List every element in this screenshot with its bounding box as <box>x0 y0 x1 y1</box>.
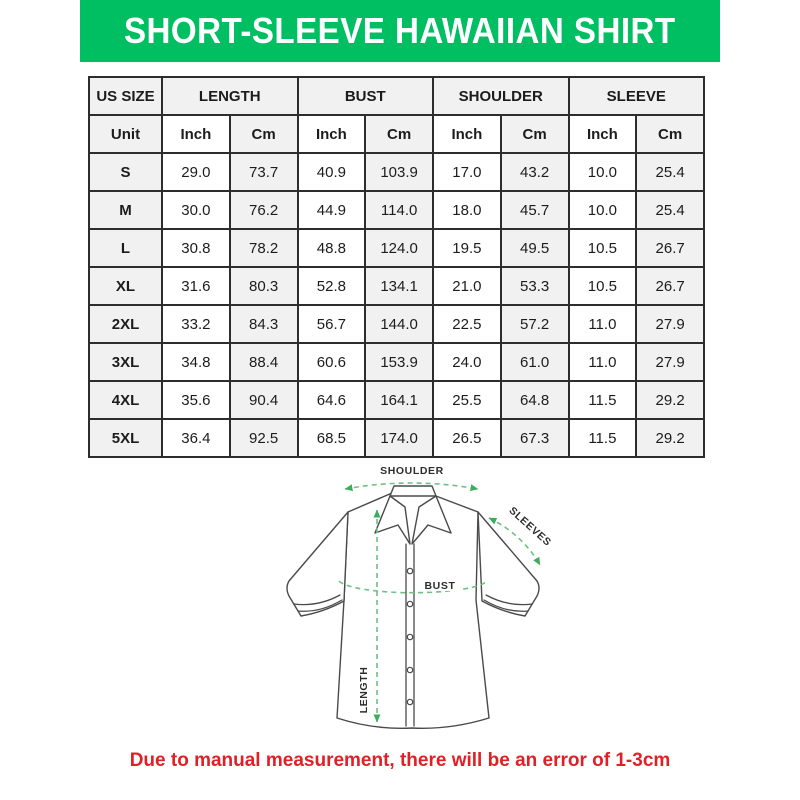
size-table-wrap <box>88 76 705 458</box>
cell: 19.5 <box>433 229 501 267</box>
cell: 17.0 <box>433 153 501 191</box>
shirt-left-sleeve <box>287 512 348 616</box>
cell: 35.6 <box>162 381 230 419</box>
cell: 57.2 <box>501 305 569 343</box>
cell: 25.4 <box>636 191 704 229</box>
cell: 40.9 <box>298 153 366 191</box>
cell: 56.7 <box>298 305 366 343</box>
cell: 61.0 <box>501 343 569 381</box>
cell: 88.4 <box>230 343 298 381</box>
cell: 164.1 <box>365 381 433 419</box>
cell: 29.0 <box>162 153 230 191</box>
table-row <box>89 153 704 191</box>
size-table <box>88 76 705 458</box>
cell: 25.4 <box>636 153 704 191</box>
size-label: 5XL <box>89 419 162 457</box>
col-group-length: LENGTH <box>162 77 298 115</box>
cell: 11.5 <box>569 419 637 457</box>
cell: 36.4 <box>162 419 230 457</box>
cell: 134.1 <box>365 267 433 305</box>
cell: 10.5 <box>569 267 637 305</box>
table-row <box>89 267 704 305</box>
cell: 43.2 <box>501 153 569 191</box>
cell: 67.3 <box>501 419 569 457</box>
cell: 31.6 <box>162 267 230 305</box>
cell: 26.7 <box>636 267 704 305</box>
cell: 45.7 <box>501 191 569 229</box>
cell: 11.0 <box>569 343 637 381</box>
cell: 68.5 <box>298 419 366 457</box>
unit-header: Unit <box>89 115 162 153</box>
cell: 103.9 <box>365 153 433 191</box>
cell: 73.7 <box>230 153 298 191</box>
cell: 30.0 <box>162 191 230 229</box>
cell: 76.2 <box>230 191 298 229</box>
cell: 64.6 <box>298 381 366 419</box>
measurement-error-note: Due to manual measurement, there will be an error of 1-3cm <box>129 750 671 771</box>
cell: 29.2 <box>636 381 704 419</box>
cell: 29.2 <box>636 419 704 457</box>
cell: 64.8 <box>501 381 569 419</box>
table-row <box>89 305 704 343</box>
cell: 21.0 <box>433 267 501 305</box>
cell: 124.0 <box>365 229 433 267</box>
page-title: SHORT-SLEEVE HAWAIIAN SHIRT <box>124 10 676 51</box>
unit-inch: Inch <box>569 115 637 153</box>
cell: 78.2 <box>230 229 298 267</box>
size-label: 2XL <box>89 305 162 343</box>
cell: 84.3 <box>230 305 298 343</box>
size-label: 3XL <box>89 343 162 381</box>
cell: 52.8 <box>298 267 366 305</box>
group-header-row <box>89 77 704 115</box>
title-banner <box>80 0 720 62</box>
col-group-shoulder: SHOULDER <box>433 77 569 115</box>
cell: 92.5 <box>230 419 298 457</box>
cell: 26.5 <box>433 419 501 457</box>
table-row <box>89 419 704 457</box>
cell: 144.0 <box>365 305 433 343</box>
cell: 60.6 <box>298 343 366 381</box>
unit-cm: Cm <box>365 115 433 153</box>
size-label: 4XL <box>89 381 162 419</box>
cell: 22.5 <box>433 305 501 343</box>
unit-cm: Cm <box>636 115 704 153</box>
cell: 11.0 <box>569 305 637 343</box>
shirt-collar-back <box>390 486 436 496</box>
unit-cm: Cm <box>501 115 569 153</box>
length-label: LENGTH <box>358 666 370 714</box>
cell: 174.0 <box>365 419 433 457</box>
table-row <box>89 229 704 267</box>
bust-label: BUST <box>424 580 456 592</box>
cell: 153.9 <box>365 343 433 381</box>
col-group-us-size: US SIZE <box>89 77 162 115</box>
col-group-sleeve: SLEEVE <box>569 77 705 115</box>
unit-header-row <box>89 115 704 153</box>
cell: 30.8 <box>162 229 230 267</box>
unit-inch: Inch <box>162 115 230 153</box>
shirt-measurement-diagram <box>272 455 557 755</box>
cell: 34.8 <box>162 343 230 381</box>
size-label: M <box>89 191 162 229</box>
size-label: S <box>89 153 162 191</box>
cell: 18.0 <box>433 191 501 229</box>
cell: 10.0 <box>569 191 637 229</box>
col-group-bust: BUST <box>298 77 434 115</box>
cell: 90.4 <box>230 381 298 419</box>
sleeves-label: SLEEVES <box>506 504 554 549</box>
cell: 48.8 <box>298 229 366 267</box>
cell: 49.5 <box>501 229 569 267</box>
cell: 24.0 <box>433 343 501 381</box>
cell: 44.9 <box>298 191 366 229</box>
table-row <box>89 191 704 229</box>
cell: 10.5 <box>569 229 637 267</box>
cell: 80.3 <box>230 267 298 305</box>
cell: 53.3 <box>501 267 569 305</box>
unit-cm: Cm <box>230 115 298 153</box>
cell: 33.2 <box>162 305 230 343</box>
cell: 27.9 <box>636 343 704 381</box>
size-label: XL <box>89 267 162 305</box>
cell: 27.9 <box>636 305 704 343</box>
table-row <box>89 381 704 419</box>
cell: 25.5 <box>433 381 501 419</box>
unit-inch: Inch <box>433 115 501 153</box>
cell: 10.0 <box>569 153 637 191</box>
table-row <box>89 343 704 381</box>
shoulder-label: SHOULDER <box>380 465 444 477</box>
cell: 114.0 <box>365 191 433 229</box>
cell: 11.5 <box>569 381 637 419</box>
size-label: L <box>89 229 162 267</box>
cell: 26.7 <box>636 229 704 267</box>
unit-inch: Inch <box>298 115 366 153</box>
